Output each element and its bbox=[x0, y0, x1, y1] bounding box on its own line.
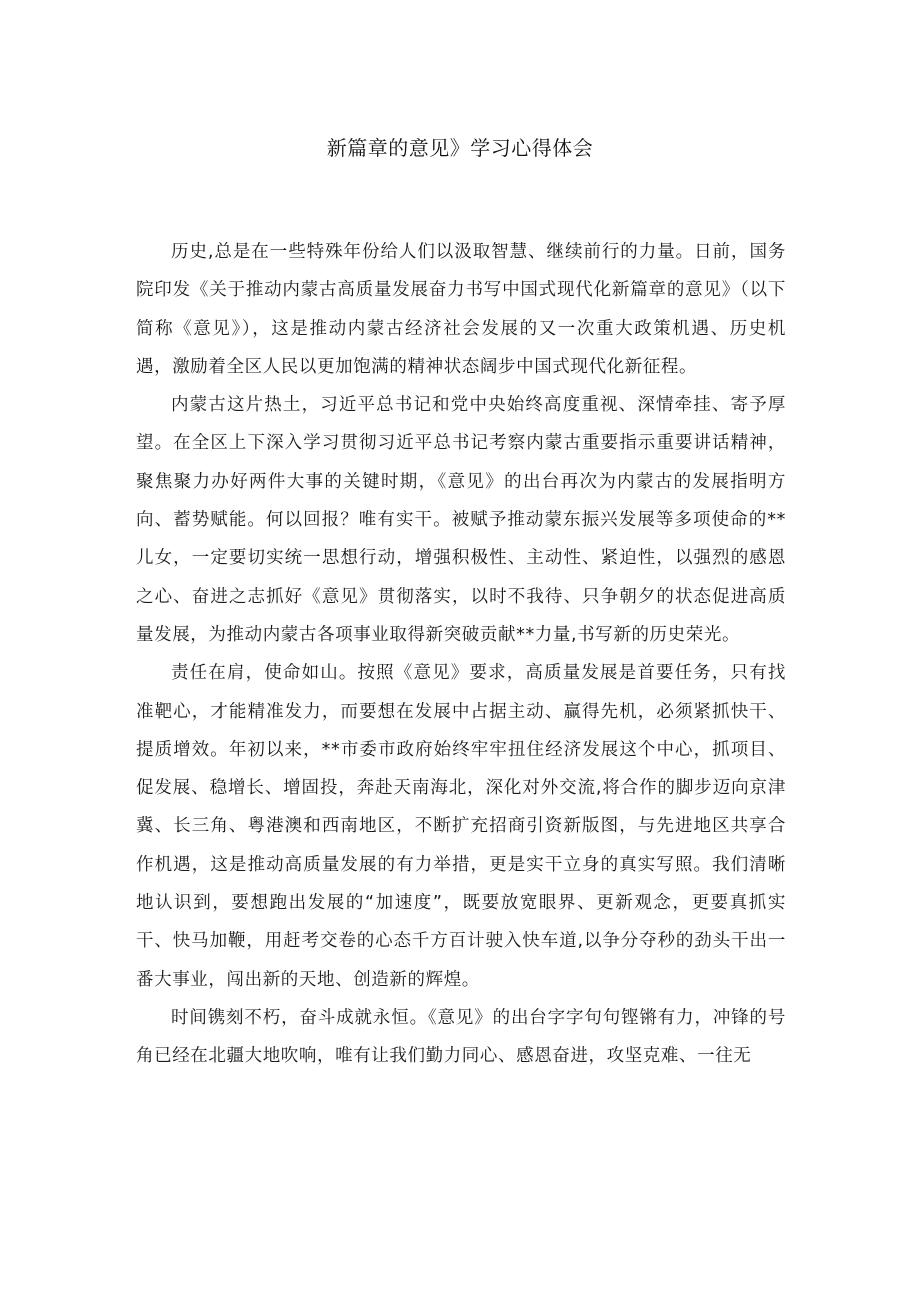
document-body bbox=[136, 233, 786, 1076]
paragraph: 内蒙古这片热土，习近平总书记和党中央始终高度重视、深情牵挂、寄予厚望。在全区上下深入学习贯彻习近平总书记考察内蒙古重要指示重要讲话精神，聚焦聚力办好两件大事的关键时期，《意见》的出台再次为内蒙古的发展指明方向、蓄势赋能。何以回报？唯有实干。被赋予推动蒙东振兴发展等多项使命的**儿女，一定要切实统一思想行动，增强积极性、主动性、紧迫性，以强烈的感恩之心、奋进之志抓好《意见》贯彻落实，以时不我待、只争朝夕的状态促进高质量发展，为推动内蒙古各项事业取得新突破贡献**力量,书写新的历史荣光。 bbox=[136, 395, 786, 645]
document-title: 新篇章的意见》学习心得体会 bbox=[326, 136, 594, 160]
paragraph: 时间镌刻不朽，奋斗成就永恒。《意见》的出台字字句句铿锵有力，冲锋的号角已经在北疆大地吹响，唯有让我们勤力同心、感恩奋进，攻坚克难、一往无 bbox=[136, 1007, 786, 1067]
paragraph: 历史,总是在一些特殊年份给人们以汲取智慧、继续前行的力量。日前，国务院印发《关于推动内蒙古高质量发展奋力书写中国式现代化新篇章的意见》（以下简称《意见》），这是推动内蒙古经济社会发展的又一次重大政策机遇、历史机遇，激励着全区人民以更加饱满的精神状态阔步中国式现代化新征程。 bbox=[136, 242, 786, 377]
paragraph: 责任在肩，使命如山。按照《意见》要求，高质量发展是首要任务，只有找准靶心，才能精准发力，而要想在发展中占据主动、赢得先机，必须紧抓快干、提质增效。年初以来，**市委市政府始终牢牢扭住经济发展这个中心，抓项目、促发展、稳增长、增固投，奔赴天南海北，深化对外交流,将合作的脚步迈向京津冀、长三角、粤港澳和西南地区，不断扩充招商引资新版图，与先进地区共享合作机遇，这是推动高质量发展的有力举措，更是实干立身的真实写照。我们清晰地认识到，要想跑出发展的“加速度”，既要放宽眼界、更新观念，更要真抓实干、快马加鞭，用赶考交卷的心态千方百计驶入快车道,以争分夺秒的劲头干出一番大事业，闯出新的天地、创造新的辉煌。 bbox=[136, 663, 786, 990]
